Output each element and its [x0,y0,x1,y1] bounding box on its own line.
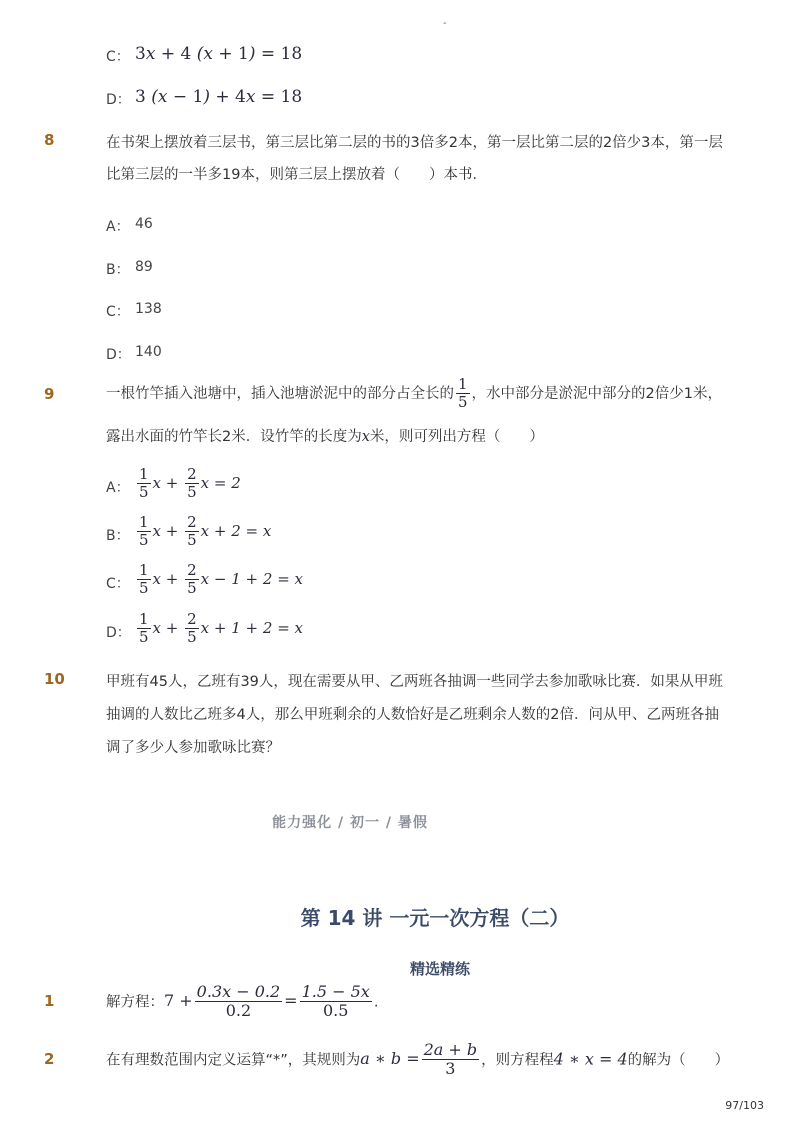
q9-option-b-label[interactable]: B： [106,528,130,544]
question-number-10: 10 [44,670,65,688]
q9-line1-prefix: 一根竹竿插入池塘中，插入池塘淤泥中的部分占全长的 [106,385,454,402]
q9-option-d-label[interactable]: D： [106,625,131,641]
p1-lhs-const: 7 + [164,991,193,1011]
p2-fraction: $\frac{2a + b}{3}$ [423,1040,478,1079]
q9-option-b-math: $\frac{1}{5}$ x + $\frac{2}{5}$ x + 2 = x [139,513,272,550]
q8-option-c-label[interactable]: C： [106,304,130,320]
p2-def-lhs: a ∗ b = [360,1049,420,1069]
q8-text-line2: 比第三层的一半多19本，则第三层上摆放着（ ）本书． [106,167,487,183]
page-footer-tag: 能力强化 / 初一 / 暑假 [272,815,428,831]
p1-equals: = [284,991,298,1011]
p1-text [106,983,378,1021]
q7-option-d-math: 3 (x − 1) + 4x = 18 [135,87,303,107]
q9-line2-prefix: 露出水面的竹竿长2米．设竹竿的长度为 [106,429,362,445]
q10-text-line2: 抽调的人数比乙班多4人，那么甲班剩余的人数恰好是乙班剩余人数的2倍．问从甲、乙两班各抽 [106,707,719,723]
lesson-title: 第 14 讲 一元一次方程（二） [300,906,570,930]
q8-option-b-label[interactable]: B： [106,262,130,278]
q9-text-line1 [106,376,722,412]
q8-option-a-value: 46 [135,216,153,232]
practice-number-2: 2 [44,1050,55,1068]
section-title: 精选精练 [409,960,470,978]
page-number: 97/103 [725,1099,764,1112]
q8-option-b-value: 89 [135,259,153,275]
q9-option-a-label[interactable]: A： [106,480,130,496]
top-mark: - [443,18,447,29]
q8-text-line1: 在书架上摆放着三层书，第三层比第二层的书的3倍多2本，第一层比第二层的2倍少3本，第一层 [106,135,723,151]
q7-option-d-label[interactable]: D： [106,92,131,108]
p2-equation: 4 ∗ x = 4 [553,1049,628,1069]
q9-frac-num: 1 [458,375,468,393]
q8-option-d-label[interactable]: D： [106,347,131,363]
practice-number-1: 1 [44,992,55,1010]
question-number-9: 9 [44,385,55,403]
p2-mid: ，则方程程 [481,1052,554,1069]
q9-option-c-math: $\frac{1}{5}$ x + $\frac{2}{5}$ x − 1 + 2 = x [139,561,303,598]
q9-option-c-label[interactable]: C： [106,576,130,592]
q7-option-c-label[interactable]: C： [106,49,130,65]
q9-option-d-math: $\frac{1}{5}$ x + $\frac{2}{5}$ x + 1 + 2 = x [139,610,303,647]
p1-prefix: 解方程： [106,994,164,1011]
q9-line1-suffix: ，水中部分是淤泥中部分的2倍少1米， [471,385,722,402]
q9-option-a-math: $\frac{1}{5}$ x + $\frac{2}{5}$ x = 2 [139,465,241,502]
q9-frac-den: 5 [458,393,468,412]
p2-prefix: 在有理数范围内定义运算“*”，其规则为 [106,1052,361,1069]
p1-fraction-2: $\frac{1.5 - 5x}{0.5}$ [301,982,370,1021]
q10-text-line3: 调了多少人参加歌咏比赛？ [106,740,280,756]
p2-suffix: 的解为（ ） [627,1052,730,1069]
q8-option-c-value: 138 [135,301,162,317]
q8-option-a-label[interactable]: A： [106,219,130,235]
p2-text [106,1041,729,1079]
question-number-8: 8 [44,131,55,149]
q7-option-c-math: 3x + 4 (x + 1) = 18 [135,44,303,64]
q9-text-line2 [106,425,544,446]
p1-fraction-1: $\frac{0.3x - 0.2}{0.2}$ [196,982,281,1021]
q8-option-d-value: 140 [135,344,162,360]
q10-text-line1: 甲班有45人，乙班有39人，现在需要从甲、乙两班各抽调一些同学去参加歌咏比赛．如果从甲班 [106,674,723,690]
q9-fraction [456,376,470,412]
p1-end: . [373,994,379,1011]
q9-variable: x [361,429,370,445]
q9-line2-suffix: 米，则可列出方程（ ） [369,429,544,445]
